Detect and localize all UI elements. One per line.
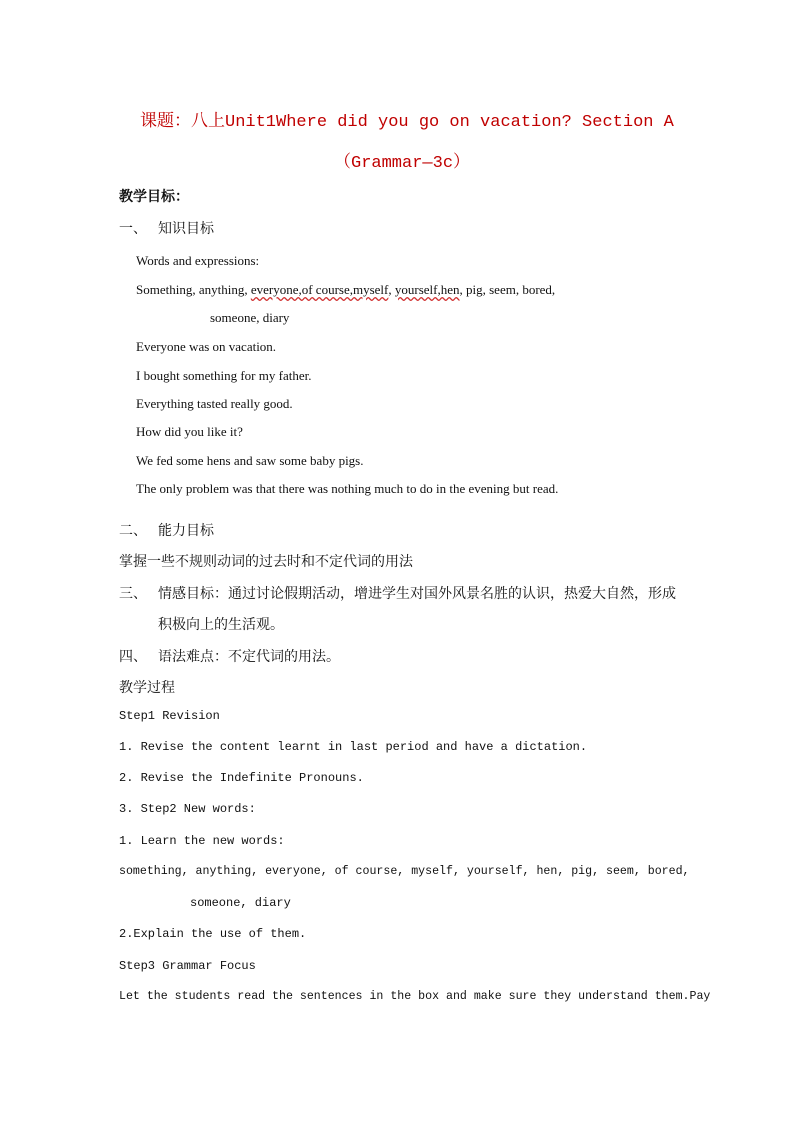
sentence-2: I bought something for my father. — [136, 368, 312, 383]
process-line: Let the students read the sentences in the box and make sure they understand them.Pay — [119, 990, 711, 1003]
section-2-title: 能力目标 — [158, 523, 214, 539]
section-2-body: 掌握一些不规则动词的过去时和不定代词的用法 — [119, 554, 413, 570]
sentence-5: We fed some hens and saw some baby pigs. — [136, 453, 364, 468]
section-2-number: 二、 — [119, 523, 147, 539]
title-line-2: （Grammar—3c） — [334, 154, 471, 173]
section-3-number: 三、 — [119, 586, 147, 602]
process-line: Step1 Revision — [119, 709, 220, 723]
section-3-text: 情感目标：通过讨论假期活动，增进学生对国外风景名胜的认识，热爱大自然，形成 — [158, 586, 676, 602]
process-line: something, anything, everyone, of course, myself, yourself, hen, pig, seem, bored, — [119, 865, 690, 878]
process-line: 1. Learn the new words: — [119, 834, 285, 848]
title-prefix: 课题：八上 — [140, 111, 225, 131]
sentence-4: How did you like it? — [136, 424, 243, 439]
objectives-heading: 教学目标： — [119, 189, 189, 205]
title-line-1 — [140, 106, 674, 132]
section-4-text: 语法难点：不定代词的用法。 — [158, 649, 340, 665]
process-line: 2.Explain the use of them. — [119, 927, 307, 941]
section-3-text-cont: 积极向上的生活观。 — [158, 617, 284, 633]
words-heading: Words and expressions: — [136, 253, 260, 268]
sentence-1: Everyone was on vacation. — [136, 339, 277, 354]
process-line: someone, diary — [190, 896, 291, 910]
process-line: 3. Step2 New words: — [119, 802, 256, 816]
words-line-1: Something, anything, everyone,of course,myself, yourself,hen, pig, seem, bored, — [136, 282, 556, 297]
words-line-2: someone, diary — [210, 310, 290, 325]
section-1-title: 知识目标 — [158, 221, 214, 237]
section-4-number: 四、 — [119, 649, 147, 665]
process-heading: 教学过程 — [119, 680, 175, 696]
sentence-3: Everything tasted really good. — [136, 396, 293, 411]
process-line: 2. Revise the Indefinite Pronouns. — [119, 771, 364, 785]
section-1-number: 一、 — [119, 221, 147, 237]
sentence-6: The only problem was that there was nothing much to do in the evening but read. — [136, 481, 559, 496]
title-main: Unit1Where did you go on vacation? Section A — [225, 113, 674, 132]
process-line: 1. Revise the content learnt in last period and have a dictation. — [119, 740, 588, 754]
process-line: Step3 Grammar Focus — [119, 959, 256, 973]
